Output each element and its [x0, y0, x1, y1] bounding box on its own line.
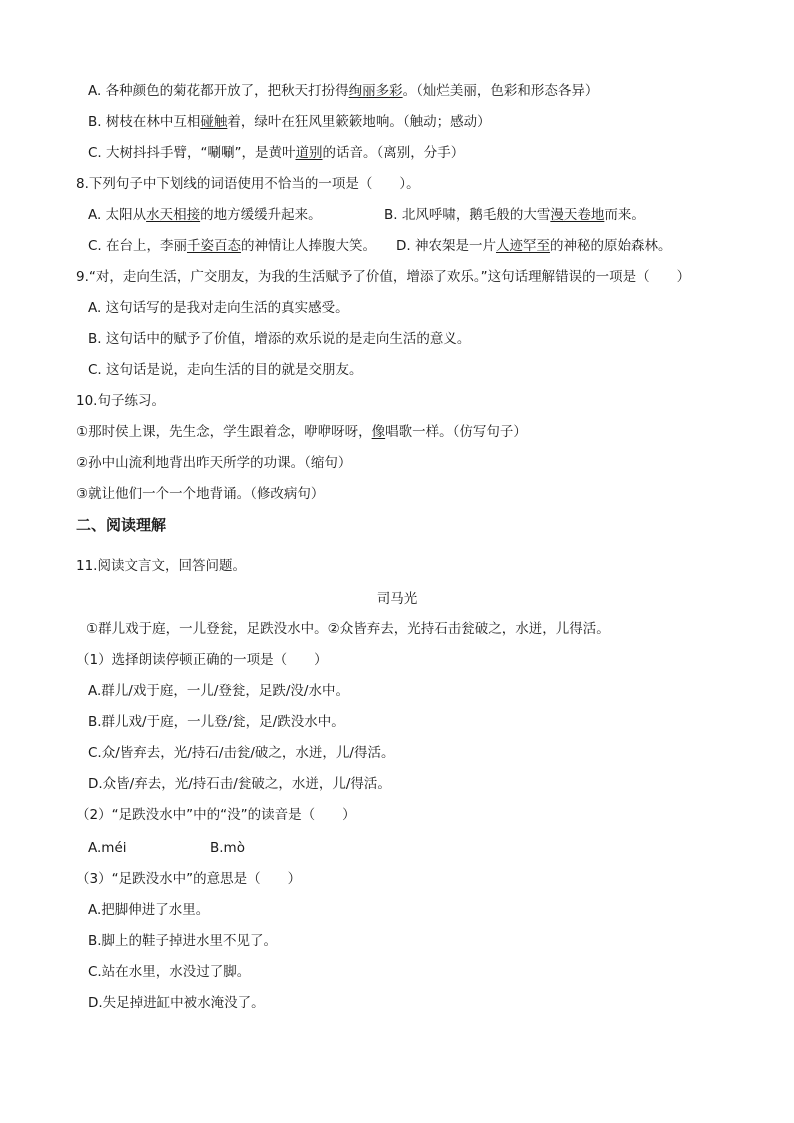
q11-part3-option-b: B.脚上的鞋子掉进水里不见了。 — [88, 933, 278, 949]
underlined-word: 像 — [371, 424, 386, 440]
underlined-word: 道别 — [295, 145, 323, 161]
q11-part3-option-d: D.失足掉进缸中被水淹没了。 — [88, 995, 265, 1011]
q10-stem: 10.句子练习。 — [76, 393, 165, 409]
option-text: C. 在台上，李丽 — [88, 238, 188, 254]
option-text: 着，绿叶在狂风里簌簌地响。（触动；感动） — [227, 114, 491, 130]
q7-option-c — [88, 144, 464, 162]
q8-option-c — [88, 237, 376, 255]
q11-part2-stem: （2）“足跌没水中”中的“没”的读音是（ ） — [76, 807, 356, 823]
option-text: B. 树枝在林中互相 — [88, 114, 201, 130]
option-text: 的话音。（离别，分手） — [322, 145, 465, 161]
sentence-text: ①那时侯上课，先生念，学生跟着念，咿咿呀呀， — [76, 424, 372, 440]
q11-part3-option-c: C.站在水里，水没过了脚。 — [88, 964, 251, 980]
q8-option-d — [396, 237, 671, 255]
q11-part3-option-a: A.把脚伸进了水里。 — [88, 902, 210, 918]
underlined-word: 碰触 — [200, 114, 228, 130]
q11-part3-stem: （3）“足跌没水中”的意思是（ ） — [76, 871, 302, 887]
passage-text: ①群儿戏于庭，一儿登瓮，足跌没水中。②众皆弃去，光持石击瓮破之，水迸，儿得活。 — [86, 621, 610, 637]
q11-part1-option-c: C.众/皆弃去，光/持石/击瓮/破之，水迸，儿/得活。 — [88, 745, 395, 761]
q11-part1-option-a: A.群儿/戏于庭，一儿/登瓮，足跌/没/水中。 — [88, 683, 349, 699]
passage-title: 司马光 — [376, 591, 418, 607]
q11-part2-option-a: A.méi — [88, 840, 127, 856]
option-text: A. 各种颜色的菊花都开放了，把秋天打扮得 — [88, 83, 349, 99]
option-text: 。（灿烂美丽，色彩和形态各异） — [402, 83, 599, 99]
q8-option-b — [384, 206, 645, 224]
underlined-word: 绚丽多彩 — [348, 83, 403, 99]
q9-option-c: C. 这句话是说，走向生活的目的就是交朋友。 — [88, 362, 363, 378]
q10-sentence-3: ③就让他们一个一个地背诵。（修改病句） — [76, 486, 325, 502]
section-heading: 二、阅读理解 — [76, 516, 167, 534]
q7-option-b — [88, 113, 491, 131]
q11-part1-option-b: B.群儿戏/于庭，一儿登/瓮，足/跌没水中。 — [88, 714, 345, 730]
q11-part2-option-b: B.mò — [210, 840, 245, 856]
option-text: 的地方缓缓升起来。 — [200, 207, 322, 223]
underlined-word: 人迹罕至 — [495, 238, 550, 254]
q8-option-a — [88, 206, 322, 224]
option-text: B. 北风呼啸，鹅毛般的大雪 — [384, 207, 551, 223]
option-text: D. 神农架是一片 — [396, 238, 496, 254]
q7-option-a — [88, 82, 598, 100]
option-text: A. 太阳从 — [88, 207, 147, 223]
option-text: 而来。 — [604, 207, 645, 223]
option-text: 的神秘的原始森林。 — [549, 238, 672, 254]
option-text: C. 大树抖抖手臂，“唰唰”，是黄叶 — [88, 145, 296, 161]
q11-part1-option-d: D.众皆/弃去，光/持石击/瓮破之，水迸，儿/得活。 — [88, 776, 391, 792]
q11-stem: 11.阅读文言文，回答问题。 — [76, 558, 246, 574]
underlined-word: 漫天卷地 — [550, 207, 605, 223]
q9-option-a: A. 这句话写的是我对走向生活的真实感受。 — [88, 300, 349, 316]
q10-sentence-1 — [76, 423, 527, 441]
q10-sentence-2: ②孙中山流利地背出昨天所学的功课。（缩句） — [76, 455, 352, 471]
underlined-word: 水天相接 — [146, 207, 201, 223]
q9-stem: 9.“对，走向生活，广交朋友，为我的生活赋予了价值，增添了欢乐。”这句话理解错误的一项是（ ） — [76, 269, 691, 285]
q9-option-b: B. 这句话中的赋予了价值，增添的欢乐说的是走向生活的意义。 — [88, 331, 471, 347]
sentence-text: 唱歌一样。（仿写句子） — [385, 424, 527, 440]
q11-part1-stem: （1）选择朗读停顿正确的一项是（ ） — [76, 652, 328, 668]
underlined-word: 千姿百态 — [187, 238, 242, 254]
option-text: 的神情让人捧腹大笑。 — [241, 238, 377, 254]
q8-stem: 8.下列句子中下划线的词语使用不恰当的一项是（ ）。 — [76, 176, 420, 192]
